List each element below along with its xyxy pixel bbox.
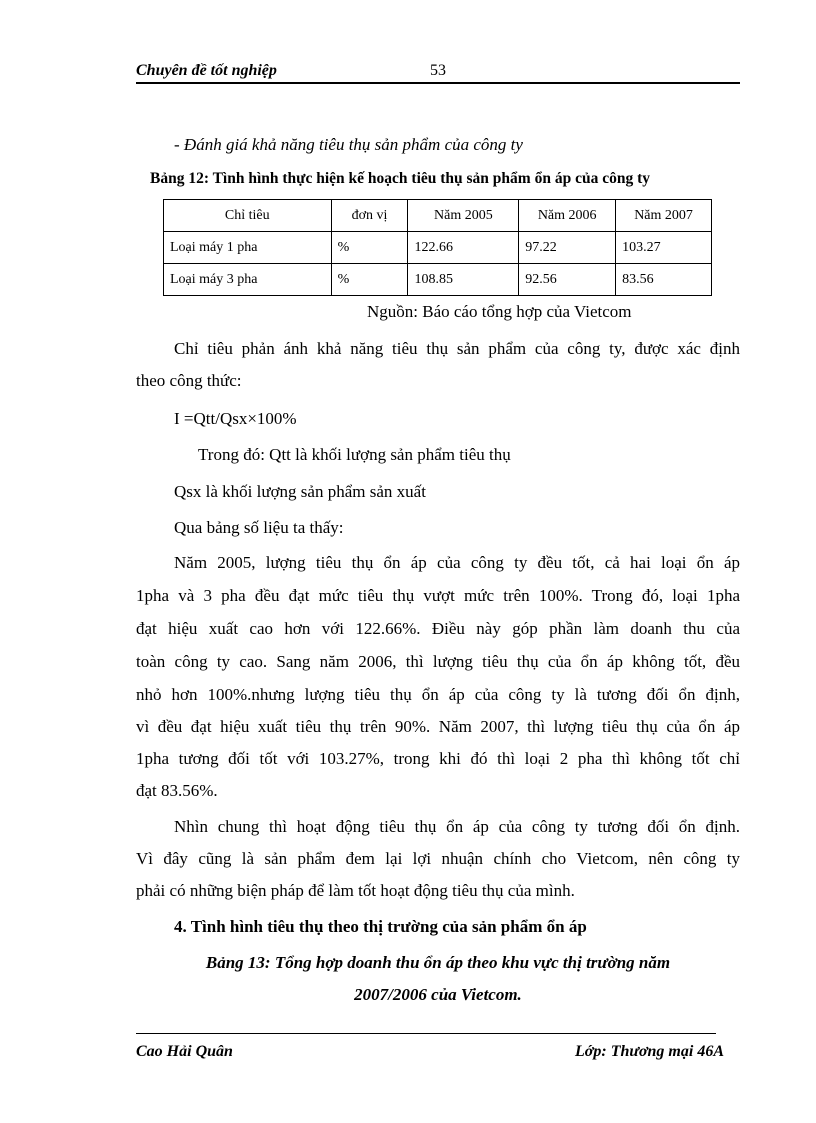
footer-author: Cao Hải Quân <box>136 1043 233 1060</box>
table-row <box>164 264 712 296</box>
table-cell: 122.66 <box>408 232 519 264</box>
para3-line: phải có những biện pháp để làm tốt hoạt động tiêu thụ của mình. <box>136 881 575 900</box>
formula: I =Qtt/Qsx×100% <box>174 409 297 428</box>
table12-header-cell: Năm 2007 <box>616 200 712 232</box>
para2-line: toàn công ty cao. Sang năm 2006, thì lượng tiêu thụ của ổn áp không tốt, đều <box>136 652 740 671</box>
table-cell: 97.22 <box>519 232 616 264</box>
page-header <box>136 60 740 84</box>
footer-class: Lớp: Thương mại 46A <box>575 1043 724 1060</box>
para1-line: theo công thức: <box>136 371 242 390</box>
table-cell: Loại máy 1 pha <box>164 232 332 264</box>
table-cell: 108.85 <box>408 264 519 296</box>
para2-line: vì đều đạt hiệu xuất tiêu thụ trên 90%. Năm 2007, thì lượng tiêu thụ của ổn áp <box>136 717 740 736</box>
table12-caption: Bảng 12: Tình hình thực hiện kế hoạch tiêu thụ sản phẩm ổn áp của công ty <box>150 170 650 187</box>
para3-line: Nhìn chung thì hoạt động tiêu thụ ổn áp của công ty tương đối ổn định. <box>174 817 740 836</box>
table13-caption-line: 2007/2006 của Vietcom. <box>354 985 522 1004</box>
para1-line: Chỉ tiêu phản ánh khả năng tiêu thụ sản phẩm của công ty, được xác định <box>174 339 740 358</box>
section-intro: - Đánh giá khả năng tiêu thụ sản phẩm của công ty <box>174 135 523 154</box>
definition-line: Qsx là khối lượng sản phẩm sản xuất <box>174 482 426 501</box>
table-cell: 103.27 <box>616 232 712 264</box>
table-cell: % <box>331 264 408 296</box>
para2-line: 1pha và 3 pha đều đạt mức tiêu thụ vượt mức trên 100%. Trong đó, loại 1pha <box>136 586 740 605</box>
footer-rule <box>136 1033 716 1034</box>
page-number: 53 <box>430 62 446 79</box>
para2-line: đạt 83.56%. <box>136 781 218 800</box>
table-row <box>164 232 712 264</box>
header-title: Chuyên đề tốt nghiệp <box>136 62 277 79</box>
definition-line: Trong đó: Qtt là khối lượng sản phẩm tiêu thụ <box>198 445 511 464</box>
table12-header-cell: Chỉ tiêu <box>164 200 332 232</box>
table-cell: % <box>331 232 408 264</box>
table12-header-cell: Năm 2006 <box>519 200 616 232</box>
table-cell: 92.56 <box>519 264 616 296</box>
table12-source: Nguồn: Báo cáo tổng hợp của Vietcom <box>367 302 632 321</box>
table12 <box>163 199 712 296</box>
para2-line: nhỏ hơn 100%.nhưng lượng tiêu thụ ổn áp của công ty là tương đối ổn định, <box>136 685 740 704</box>
table-intro: Qua bảng số liệu ta thấy: <box>174 518 344 537</box>
table12-header-cell: đơn vị <box>331 200 408 232</box>
para3-line: Vì đây cũng là sản phẩm đem lại lợi nhuận chính cho Vietcom, nên công ty <box>136 849 740 868</box>
table13-caption-line: Bảng 13: Tổng hợp doanh thu ổn áp theo khu vực thị trường năm <box>205 953 671 972</box>
table12-header-cell: Năm 2005 <box>408 200 519 232</box>
table-cell: 83.56 <box>616 264 712 296</box>
table12-header-row <box>164 200 712 232</box>
para2-line: đạt hiệu xuất cao hơn với 122.66%. Điều này góp phần làm doanh thu của <box>136 619 740 638</box>
table-cell: Loại máy 3 pha <box>164 264 332 296</box>
section-heading-4: 4. Tình hình tiêu thụ theo thị trường của sản phẩm ổn áp <box>174 917 587 936</box>
para2-line: 1pha tương đối tốt với 103.27%, trong khi đó thì loại 2 pha thì không tốt chỉ <box>136 749 740 768</box>
para2-line: Năm 2005, lượng tiêu thụ ổn áp của công ty đều tốt, cả hai loại ổn áp <box>174 553 740 572</box>
